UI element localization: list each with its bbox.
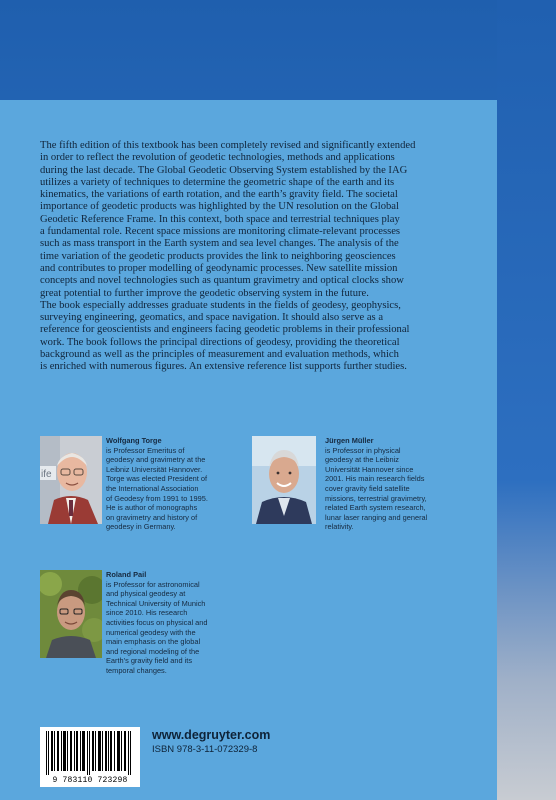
bio-line: 2001. His main research fields (325, 474, 425, 484)
author-bio-torge (106, 436, 246, 532)
blurb-line: a fundamental role. Recent space missions are monitoring climate-relevant processes (40, 226, 401, 238)
bio-line: missions, terrestrial gravimetry, (325, 493, 427, 503)
author-photo-torge (40, 436, 102, 524)
bio-line: activities focus on physical and (106, 617, 208, 627)
bio-line: main emphasis on the global (106, 637, 201, 647)
bio-line: geodesy and gravimetry at the (106, 455, 206, 465)
barcode-digits: 9 783110 723298 (52, 776, 128, 785)
bio-line: Torge was elected President of (106, 474, 208, 484)
portrait-image (40, 570, 102, 658)
bio-line: is Professor for astronomical (106, 579, 200, 589)
isbn-barcode (40, 727, 140, 787)
blurb-line: kinematics, the variations of earth rotation, and the earth’s gravity field. The societal (40, 189, 398, 201)
bio-line: the International Association (106, 483, 199, 493)
blurb-line: reference for geoscientists and engineers facing geodetic problems in their professional (40, 324, 410, 336)
blurb-line: great potential to further improve the geodetic observing system in the future. (40, 287, 369, 299)
publisher-url[interactable]: www.degruyter.com (152, 728, 271, 742)
bio-line: relativity. (325, 522, 354, 532)
blurb-line: utilizes a variety of techniques to determine the geometric shape of the earth and its (40, 176, 395, 188)
bio-line: is Professor in physical (325, 445, 401, 455)
blurb-line: The book especially addresses graduate students in the fields of geodesy, geophysics, (40, 299, 401, 311)
blurb-line: such as mass transport in the Earth system and sea level changes. The analysis of the (40, 238, 399, 250)
bio-line: geodesy at the Leibniz (325, 455, 399, 465)
author-photo-mueller (252, 436, 316, 524)
blurb-line: during the last decade. The Global Geodetic Observing System established by the IAG (40, 164, 408, 176)
blurb-line: Geodetic Reference Frame. In this context, both space and terrestrial techniques play (40, 213, 400, 225)
author-bio-mueller (325, 436, 465, 532)
blurb-line: time variation of the geodetic products provides the link to neighboring geosciences (40, 250, 396, 262)
portrait-image (252, 436, 316, 524)
blurb-line: importance of geodetic products was highlighted by the UN resolution on the Global (40, 201, 399, 213)
barcode-icon (40, 731, 140, 779)
blurb-line: and contributes to proper modelling of geodynamic processes. New satellite mission (40, 262, 398, 274)
blurb-line: surveying engineering, geomatics, and space navigation. It should also serve as a (40, 312, 384, 324)
isbn-text: ISBN 978-3-11-072329-8 (152, 744, 258, 755)
bio-line: of Geodesy from 1991 to 1995. (106, 493, 208, 503)
bio-line: Leibniz Universität Hannover. (106, 464, 203, 474)
bio-line: and physical geodesy at (106, 589, 186, 599)
book-description (40, 140, 452, 374)
blurb-line: work. The book follows the principal directions of geodesy, providing the theoretical (40, 336, 400, 348)
bio-line: cover gravity field satellite (325, 483, 410, 493)
bio-line: geodesy in Germany. (106, 522, 176, 532)
author-name: Jürgen Müller (325, 436, 374, 445)
author-name: Wolfgang Torge (106, 436, 162, 445)
author-photo-pail (40, 570, 102, 658)
photo-sign-text: ife (41, 469, 52, 480)
bio-line: related Earth system research, (325, 503, 426, 513)
bio-line: Universität Hannover since (325, 464, 414, 474)
bio-line: lunar laser ranging and general (325, 512, 428, 522)
bio-line: on gravimetry and history of (106, 512, 198, 522)
author-name: Roland Pail (106, 570, 147, 579)
bio-line: He is author of monographs (106, 503, 198, 513)
bio-line: temporal changes. (106, 665, 167, 675)
bio-line: Technical University of Munich (106, 598, 206, 608)
blurb-line: is enriched with numerous figures. An extensive reference list supports further studies. (40, 361, 407, 373)
bio-line: Earth's gravity field and its (106, 656, 193, 666)
blurb-line: background as well as the principles of measurement and evaluation methods, which (40, 349, 399, 361)
bio-line: and regional modeling of the (106, 646, 200, 656)
bio-line: since 2010. His research (106, 608, 188, 618)
bio-line: numerical geodesy with the (106, 627, 196, 637)
cover-edge (497, 0, 556, 800)
author-bio-pail (106, 570, 246, 676)
blurb-line: The fifth edition of this textbook has been completely revised and significantly extended (40, 140, 416, 151)
blurb-line: concepts and novel technologies such as quantum gravimetry and optical clocks show (40, 275, 404, 287)
bio-line: is Professor Emeritus of (106, 445, 185, 455)
portrait-image (40, 436, 102, 524)
blurb-line: in order to reflect the revolution of geodetic technologies, methods and applications (40, 152, 395, 164)
